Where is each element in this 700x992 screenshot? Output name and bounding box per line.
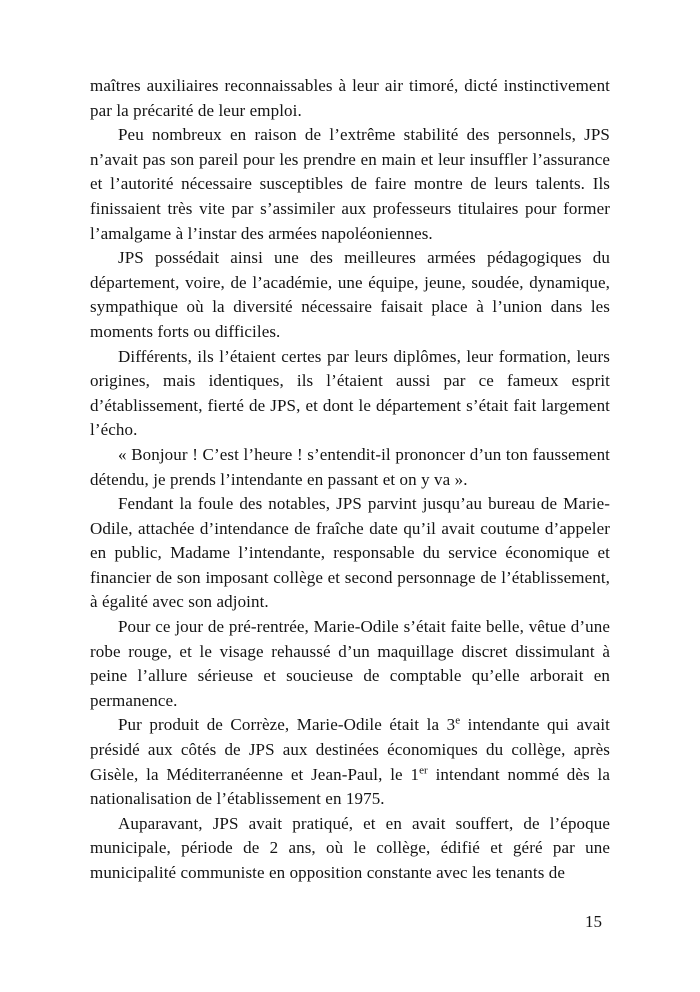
ordinal-superscript-er: er — [419, 763, 428, 776]
paragraph-8-segment-1: Pur produit de Corrèze, Marie-Odile était la 3 — [118, 715, 456, 735]
page-number: 15 — [585, 912, 602, 931]
paragraph-3: JPS possédait ainsi une des meilleures armées pédagogiques du département, voire, de l’académie, une équipe, jeune, soudée, dynamique, sympathique où la diversité nécessaire faisait place à l’union dans les moments forts ou difficiles. — [90, 248, 610, 341]
text-block — [90, 74, 610, 886]
paragraph-5-dialogue: « Bonjour ! C’est l’heure ! s’entendit-il prononcer d’un ton faussement détendu, je prends l’intendante en passant et on y va ». — [90, 444, 610, 489]
paragraph-8-segment-2: intendante qui avait présidé aux côtés de JPS aux destinées économiques du collège, après Gisèle, la Méditerranéenne et Jean-Paul, le 1 — [90, 715, 611, 784]
paragraph-8 — [90, 713, 610, 811]
paragraph-1: maîtres auxiliaires reconnaissables à leur air timoré, dicté instinctivement par la précarité de leur emploi. — [90, 76, 610, 120]
paragraph-7: Pour ce jour de pré-rentrée, Marie-Odile s’était faite belle, vêtue d’une robe rouge, et le visage rehaussé d’un maquillage discret dissimulant à peine l’allure sérieuse et soucieuse de comptable qu’elle arborait en permanence. — [90, 617, 610, 710]
paragraph-2: Peu nombreux en raison de l’extrême stabilité des personnels, JPS n’avait pas son pareil pour les prendre en main et leur insuffler l’assurance et l’autorité nécessaire susceptibles de faire montre de leurs talents. Ils finissaient très vite par s’assimiler aux professeurs titulaires pour former l’amalgame à l’instar des armées napoléoniennes. — [90, 125, 610, 243]
paragraph-9: Auparavant, JPS avait pratiqué, et en avait souffert, de l’époque municipale, période de 2 ans, où le collège, édifié et géré par une municipalité communiste en opposition constante avec les tenants de — [90, 813, 610, 882]
paragraph-8-segment-3: intendant nommé dès la nationalisation de l’établissement en 1975. — [90, 764, 611, 809]
ordinal-superscript-e: e — [455, 714, 461, 727]
paragraph-4: Différents, ils l’étaient certes par leurs diplômes, leur formation, leurs origines, mais identiques, ils l’étaient aussi par ce fameux esprit d’établissement, fierté de JPS, et dont le département s’était fait largement l’écho. — [90, 346, 610, 440]
paragraph-6: Fendant la foule des notables, JPS parvint jusqu’au bureau de Marie-Odile, attachée d’intendance de fraîche date qu’il avait coutume d’appeler en public, Madame l’intendante, responsable du service économique et financier de son imposant collège et second personnage de l’établissement, à égalité avec son adjoint. — [90, 494, 610, 612]
